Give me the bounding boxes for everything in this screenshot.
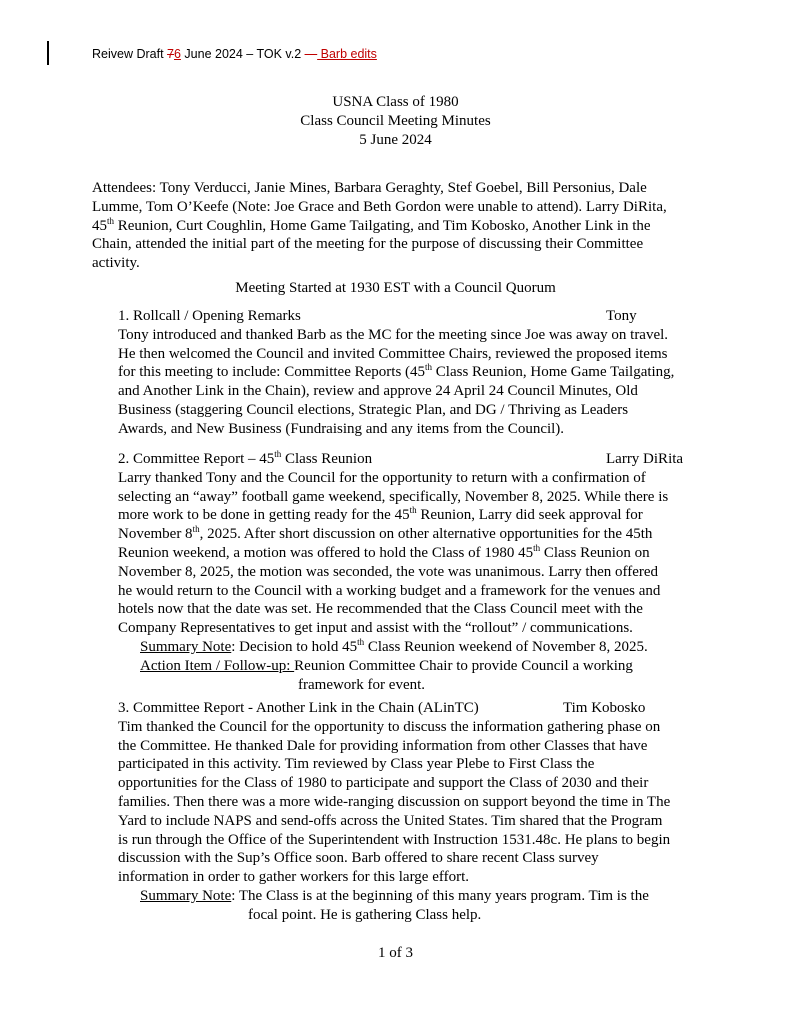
text-run: Class Reunion on xyxy=(540,544,650,561)
text-line: Chain, attended the initial part of the meeting for the purpose of discussing their Committee xyxy=(92,236,644,253)
text-line: Awards, and New Business (Fundraising and any items from the Council). xyxy=(118,420,565,437)
text-line: November 8, 2025, the motion was seconded, the vote was unanimous. Larry then offered xyxy=(118,563,658,580)
heading-text: 3. Committee Report - Another Link in the Chain (ALinTC) xyxy=(118,700,479,716)
text-run: Reunion weekend, a motion was offered to hold the Class of 1980 45 xyxy=(118,544,534,561)
superscript: th xyxy=(107,215,115,226)
text-line: selecting an “away” football game weekend, specifically, November 8, 2025. While there is xyxy=(118,488,669,505)
text-line: discussion with the Sup’s Office soon. Barb offered to share recent Class survey xyxy=(118,850,599,867)
tracked-insertion: 6 xyxy=(173,47,181,61)
text-run: , 2025. After short discussion on other alternative opportunities for the 45th xyxy=(199,526,653,543)
text-line: Tim thanked the Council for the opportunity to discuss the information gathering phase on xyxy=(118,718,661,735)
title-line: Class Council Meeting Minutes xyxy=(300,112,491,129)
item-owner: Tim Kobosko xyxy=(563,700,646,716)
text-line xyxy=(118,363,678,382)
text-line: activity. xyxy=(92,255,140,272)
text-run: 45 xyxy=(92,217,107,234)
superscript: th xyxy=(274,449,282,459)
superscript: th xyxy=(409,505,417,516)
text-line: Yard to include NAPS and send-offs across the United States. Tim shared that the Program xyxy=(118,812,663,829)
text-line: framework for event. xyxy=(298,676,426,693)
header-text: Reivew Draft xyxy=(92,47,168,61)
text-line xyxy=(118,544,678,563)
text-line: focal point. He is gathering Class help. xyxy=(248,906,482,923)
text-line: and Another Link in the Chain), review and approve 24 April 24 Council Minutes, Old xyxy=(118,383,638,400)
text-line: Larry thanked Tony and the Council for the opportunity to return with a confirmation of xyxy=(118,469,646,486)
text-run: Class Reunion weekend of November 8, 2025. xyxy=(364,638,648,655)
heading-text: Class Reunion xyxy=(281,451,373,467)
text-line: he would return to the Council with a working budget and a framework for the venues and xyxy=(118,582,661,599)
text-run: more work to be done in getting ready for the 45 xyxy=(118,507,410,524)
tracked-deletion: — xyxy=(304,47,318,61)
text-line: is run through the Office of the Superintendent with Instruction 1531.48c. He plans to begin xyxy=(118,831,671,848)
header-text: June 2024 – TOK v.2 xyxy=(180,47,305,61)
document-title xyxy=(0,93,791,149)
tracked-insertion: Barb edits xyxy=(317,47,377,61)
text-line: Tony introduced and thanked Barb as the MC for the meeting since Joe was away on travel. xyxy=(118,326,669,343)
attendees-paragraph xyxy=(92,179,712,273)
text-run: : Decision to hold 45 xyxy=(231,638,358,655)
agenda-item-1 xyxy=(118,307,678,439)
text-line: opportunities for the Class of 1980 to participate and support the Class of 2030 and their xyxy=(118,775,649,792)
heading-text: 2. Committee Report – 45 xyxy=(118,451,275,467)
text-line xyxy=(92,217,712,236)
text-run: : The Class is at the beginning of this many years program. Tim is the xyxy=(231,887,649,904)
text-line: He then welcomed the Council and invited Committee Chairs, reviewed the proposed items xyxy=(118,345,668,362)
text-line: information in order to gather workers for this large effort. xyxy=(118,869,470,886)
text-line: hotels now that the date was set. He recommended that the Class Council meet with the xyxy=(118,601,643,618)
title-line: USNA Class of 1980 xyxy=(332,94,459,110)
page-number: 1 of 3 xyxy=(378,945,413,961)
text-run: November 8 xyxy=(118,526,193,543)
text-line xyxy=(118,506,678,525)
revision-change-bar xyxy=(47,41,49,65)
text-line: participated in this activity. Tim reviewed by Class year Plebe to First Class the xyxy=(118,756,595,773)
text-run: Class Reunion, Home Game Tailgating, xyxy=(432,364,675,381)
summary-label: Summary Note xyxy=(140,887,232,904)
item-heading xyxy=(118,449,684,469)
superscript: th xyxy=(533,542,541,553)
agenda-item-2 xyxy=(118,449,684,694)
item-heading xyxy=(118,699,678,718)
text-run: Reunion, Larry did seek approval for xyxy=(416,507,643,524)
text-line: the Committee. He thanked Dale for providing information from other Classes that have xyxy=(118,737,648,754)
heading-text: 1. Rollcall / Opening Remarks xyxy=(118,308,301,324)
text-line: Company Representatives to get input and assist with the “rollout” / communications. xyxy=(118,620,633,637)
text-line: Attendees: Tony Verducci, Janie Mines, Barbara Geraghty, Stef Goebel, Bill Personius, Dale xyxy=(92,180,647,196)
superscript: th xyxy=(425,362,433,373)
text-line: families. Then there was a more wide-ranging discussion on support beyond the time in The xyxy=(118,793,671,810)
superscript: th xyxy=(357,636,365,647)
item-owner: Larry DiRita xyxy=(606,451,684,467)
meeting-started: Meeting Started at 1930 EST with a Council Quorum xyxy=(235,280,556,296)
agenda-item-3 xyxy=(118,699,678,925)
item-heading xyxy=(118,307,678,326)
text-run: for this meeting to include: Committee Reports (45 xyxy=(118,364,426,381)
text-line: Business (staggering Council elections, Strategic Plan, and DG / Thriving as Leaders xyxy=(118,401,629,418)
action-label: Action Item / Follow-up: xyxy=(140,657,295,674)
text-line: Lumme, Tom O’Keefe (Note: Joe Grace and Beth Gordon were unable to attend). Larry DiRita, xyxy=(92,198,667,215)
summary-note xyxy=(118,638,678,657)
summary-label: Summary Note xyxy=(140,638,232,655)
superscript: th xyxy=(192,524,200,535)
tracked-deletion: 7 xyxy=(167,47,174,61)
text-run: Reunion, Curt Coughlin, Home Game Tailgating, and Tim Kobosko, Another Link in the xyxy=(114,217,651,234)
summary-note xyxy=(118,887,678,906)
title-date: 5 June 2024 xyxy=(359,131,432,148)
draft-header xyxy=(92,46,377,62)
text-run: Reunion Committee Chair to provide Council a working xyxy=(294,657,633,674)
action-item xyxy=(118,657,678,676)
item-owner: Tony xyxy=(606,308,637,324)
text-line xyxy=(118,525,678,544)
